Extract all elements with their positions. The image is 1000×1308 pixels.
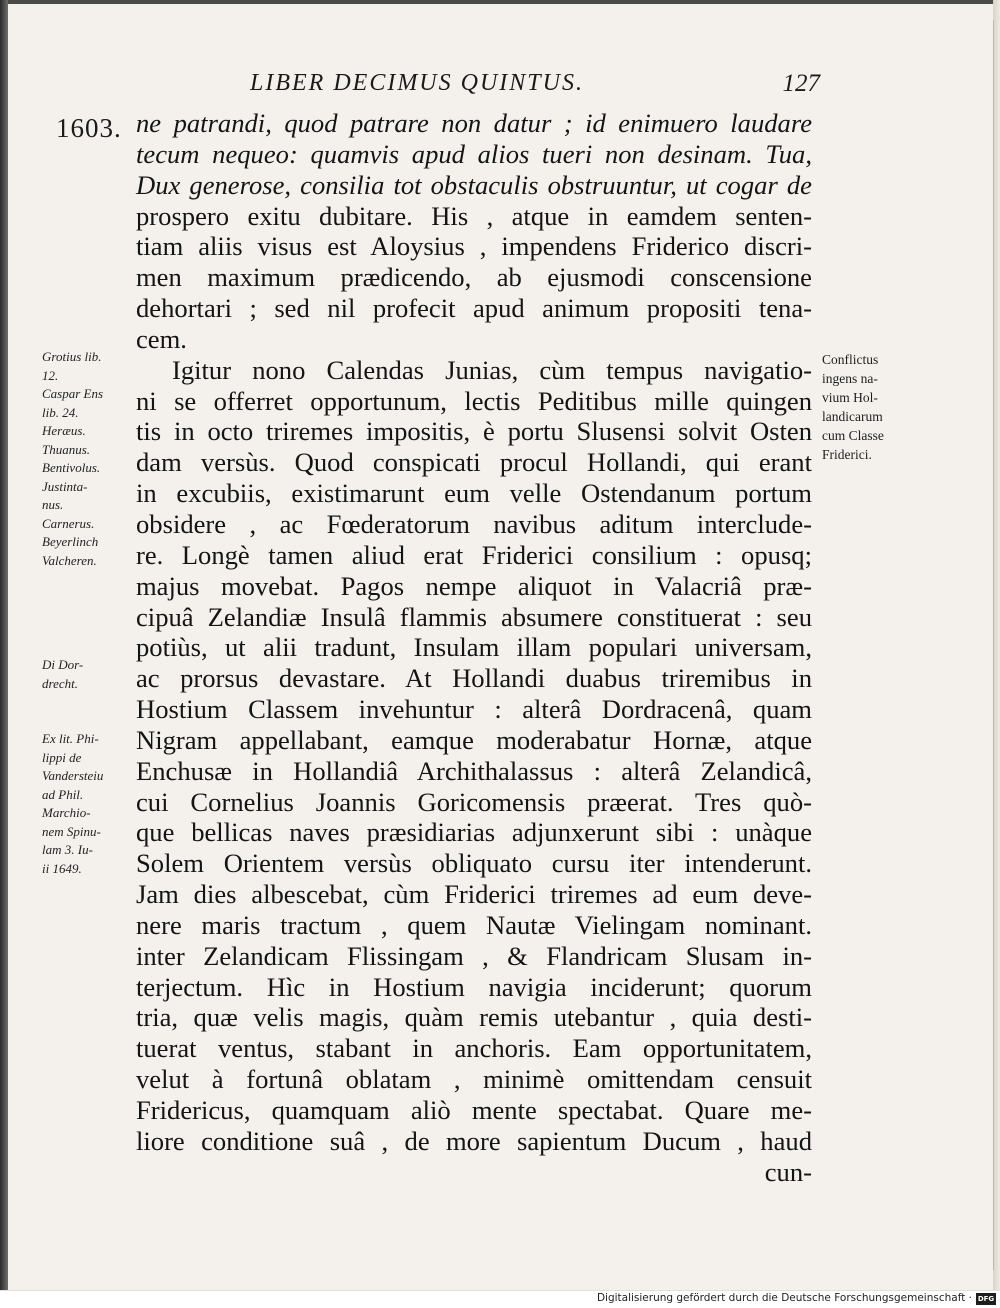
margin-note-line: lam 3. Iu-: [42, 842, 93, 857]
text-line: obsidere , ac Fœderatorum navibus aditum interclude-: [136, 508, 812, 539]
margin-note-line: Caspar Ens: [42, 386, 104, 401]
text-line: Nigram appellabant, eamque moderabatur Hornæ, atque: [136, 724, 812, 755]
text-line: velut à fortunâ oblatam , minimè omittendam censuit: [136, 1064, 812, 1095]
margin-note-line: vium Hol-: [822, 390, 878, 405]
text-line: cui Cornelius Joannis Goricomensis præerat. Tres quò-: [136, 786, 812, 817]
text-line: Enchusæ in Hollandiâ Archithalassus : alterâ Zelandicâ,: [136, 755, 812, 786]
margin-note-line: nem Spinu-: [42, 823, 101, 839]
text-line: in excubiis, existimarunt eum velle Ostendanum portum: [136, 478, 812, 509]
margin-note-line: nus.: [42, 497, 64, 512]
text-line: prospero exitu dubitare. His , atque in eamdem senten-: [136, 200, 812, 231]
margin-note-line: Friderici.: [822, 447, 872, 462]
page-number: 127: [782, 70, 820, 97]
right-margin-note: [822, 350, 937, 464]
margin-note-line: 12.: [42, 367, 59, 383]
margin-note-line: cum Classe: [822, 428, 884, 443]
margin-note-line: Ex lit. Phi-: [42, 731, 99, 746]
margin-note-line: Marchio-: [42, 805, 91, 820]
text-line: Solem Orientem versùs obliquato cursu iter intenderunt.: [136, 848, 812, 879]
text-line: cipuâ Zelandiæ Insulâ flammis absumere constituerat : seu: [136, 601, 812, 632]
year-marker: 1603.: [56, 113, 122, 143]
text-line: Jam dies albescebat, cùm Friderici triremes ad eum deve-: [136, 879, 812, 910]
text-line: cem.: [136, 323, 187, 354]
body-text: [136, 108, 812, 1188]
text-line: re. Longè tamen aliud erat Friderici consilium : opusq;: [136, 539, 812, 570]
margin-note-line: landicarum: [822, 409, 883, 424]
margin-note-line: Di Dor-: [42, 657, 84, 672]
margin-note-line: Beyerlinch: [42, 534, 99, 549]
text-line: ni se offerret opportunum, lectis Peditibus mille quingen: [136, 385, 812, 416]
text-line: ne patrandi, quod patrare non datur ; id enimuero laudare: [136, 108, 812, 138]
margin-note-line: ingens na-: [822, 371, 878, 386]
margin-note-line: lippi de: [42, 749, 82, 765]
margin-note-line: Valcheren.: [42, 552, 97, 568]
dfg-logo-icon: DFG: [977, 1295, 995, 1303]
text-line: Dux generose, consilia tot obstaculis obstruuntur, ut cogar de: [136, 169, 812, 200]
margin-note-line: Heræus.: [42, 423, 86, 438]
text-line: terjectum. Hìc in Hostium navigia inciderunt; quorum: [136, 971, 812, 1002]
margin-note-letter: [42, 730, 103, 878]
text-line: majus movebat. Pagos nempe aliquot in Valacriâ præ-: [136, 570, 812, 601]
text-line: potiùs, ut alii tradunt, Insulam illam populari universam,: [136, 632, 812, 663]
scan-top-edge: [0, 0, 1000, 4]
text-line: tis in octo triremes impositis, è portu Slusensi solvit Osten: [136, 416, 812, 447]
text-line: Igitur nono Calendas Junias, cùm tempus navigatio-: [172, 354, 812, 385]
text-line: dam versùs. Quod conspicati procul Hollandi, qui erant: [136, 447, 812, 478]
margin-note-line: Bentivolus.: [42, 460, 101, 475]
text-line: liore conditione suâ , de more sapientum Ducum , haud: [136, 1125, 812, 1156]
margin-note-line: Vandersteiu: [42, 768, 104, 783]
margin-note-line: lib. 24.: [42, 404, 79, 420]
margin-note-dordrecht: [42, 656, 83, 693]
margin-note-line: Conflictus: [822, 352, 879, 367]
margin-note-line: Justinta-: [42, 478, 88, 494]
text-line: Fridericus, quamquam aliò mente spectabat. Quare me-: [136, 1095, 812, 1125]
page-header: [250, 70, 820, 106]
margin-note-sources: [42, 348, 103, 570]
text-line: tiam aliis visus est Aloysius , impendens Friderico discri-: [136, 231, 812, 262]
text-line: dehortari ; sed nil profecit apud animum propositi tena-: [136, 293, 812, 324]
text-line: men maximum prædicendo, ab ejusmodi conscensione: [136, 262, 812, 293]
text-line: tria, quæ velis magis, quàm remis utebantur , quia desti-: [136, 1002, 812, 1033]
margin-note-line: ad Phil.: [42, 786, 84, 802]
digitization-footer: [0, 1290, 1000, 1308]
margin-note-line: Thuanus.: [42, 441, 91, 457]
text-line: inter Zelandicam Flissingam , & Flandricam Slusam in-: [136, 940, 812, 971]
text-line: tuerat ventus, stabant in anchoris. Eam opportunitatem,: [136, 1033, 812, 1064]
text-line: ac prorsus devastare. At Hollandi duabus triremibus in: [136, 663, 812, 694]
margin-note-line: Carnerus.: [42, 515, 95, 531]
text-line: nere maris tractum , quem Nautæ Vielingam nominant.: [136, 909, 812, 940]
margin-note-line: Grotius lib.: [42, 349, 102, 364]
running-title: LIBER DECIMUS QUINTUS.: [250, 70, 584, 96]
text-line: que bellicas naves præsidiarias adjunxerunt sibi : unàque: [136, 817, 812, 848]
catchword: cun-: [764, 1156, 812, 1187]
text-line: tecum nequeo: quamvis apud alios tueri non desinam. Tua,: [136, 138, 812, 169]
funding-credit: Digitalisierung gefördert durch die Deutsche Forschungsgemeinschaft ·: [596, 1292, 972, 1304]
scan-left-edge: [0, 0, 8, 1290]
margin-note-line: ii 1649.: [42, 860, 82, 876]
text-line: Hostium Classem invehuntur : alterâ Dordracenâ, quam: [136, 694, 812, 725]
page-right-edge: [993, 0, 1000, 1290]
margin-note-line: drecht.: [42, 675, 78, 691]
